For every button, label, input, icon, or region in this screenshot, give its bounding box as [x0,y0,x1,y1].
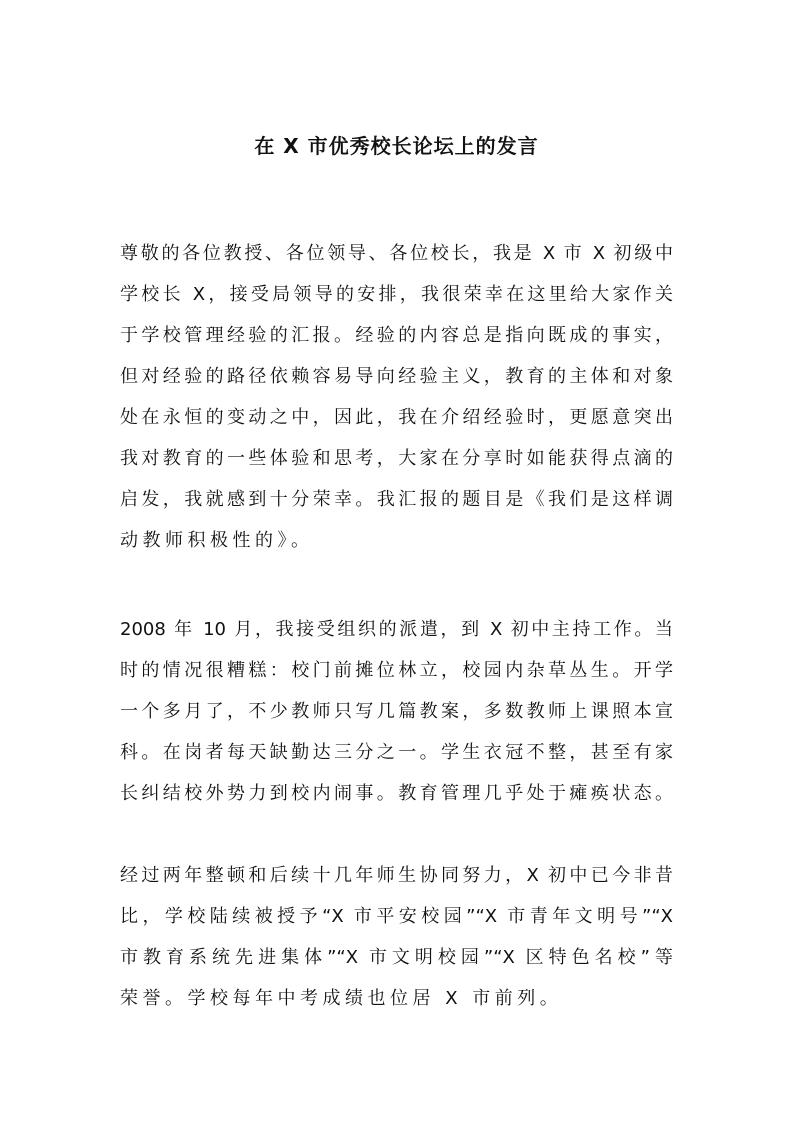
paragraph-background [120,609,673,814]
text-line: 学校长 X，接受局领导的安排，我很荣幸在这里给大家作关 [120,284,673,305]
paragraph-introduction [120,233,673,561]
text-line: 启发，我就感到十分荣幸。我汇报的题目是《我们是这样调 [120,489,673,510]
text-line: 经过两年整顿和后续十几年师生协同努力，X 初中已今非昔 [120,865,673,886]
document-title: 在 X 市优秀校长论坛上的发言 [254,134,539,158]
text-line: 尊敬的各位教授、各位领导、各位校长，我是 X 市 X 初级中 [120,243,673,264]
text-line: 时的情况很糟糕：校门前摊位林立，校园内杂草丛生。开学 [120,660,673,681]
text-line: 科。在岗者每天缺勤达三分之一。学生衣冠不整，甚至有家 [120,742,673,763]
text-line: 一个多月了，不少教师只写几篇教案，多数教师上课照本宣 [120,701,673,722]
text-line: 我对教育的一些体验和思考，大家在分享时如能获得点滴的 [120,448,673,469]
text-line: 市教育系统先进集体”“X 市文明校园”“X 区特色名校”等 [120,947,673,968]
text-line: 长纠结校外势力到校内闹事。教育管理几乎处于瘫痪状态。 [120,783,673,804]
text-line: 动教师积极性的》。 [120,530,314,551]
text-line: 2008 年 10 月，我接受组织的派遣，到 X 初中主持工作。当 [120,619,673,640]
text-line: 处在永恒的变动之中，因此，我在介绍经验时，更愿意突出 [120,407,673,428]
text-line: 荣誉。学校每年中考成绩也位居 X 市前列。 [120,988,563,1009]
text-line: 于学校管理经验的汇报。经验的内容总是指向既成的事实， [120,325,673,346]
text-line: 比，学校陆续被授予“X 市平安校园”“X 市青年文明号”“X [120,906,673,927]
paragraph-achievements [120,855,673,1019]
text-line: 但对经验的路径依赖容易导向经验主义，教育的主体和对象 [120,366,673,387]
